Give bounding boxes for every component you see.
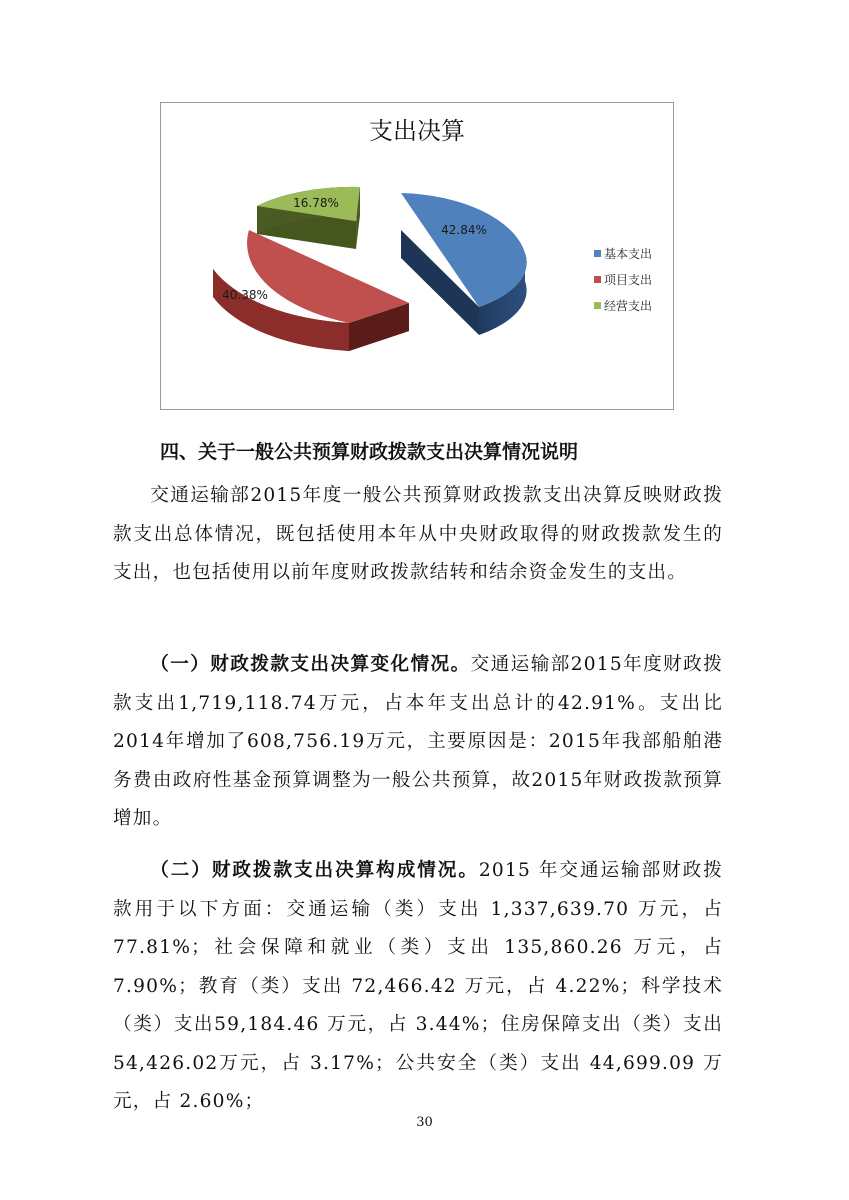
pct-label-xiangmu: 40.38% (222, 288, 268, 302)
pct-label-jiben: 42.84% (441, 223, 487, 237)
paragraph-composition (113, 852, 723, 1122)
legend-label-jingying: 经营支出 (604, 299, 653, 313)
legend-swatch-xiangmu (594, 276, 601, 283)
paragraph-composition-text: 2015 年交通运输部财政拨款用于以下方面：交通运输（类）支出 1,337,639.70 万元，占77.81%；社会保障和就业（类）支出 135,860.26 万元，占 7.90%；教育（类）支出 72,466.42 万元，占 4.22%；科学技术（类）支出59,184.46 万元，占 3.44%；住房保障支出（类）支出 54,426.02万元，占 3.17%；公共安全（类）支出 44,699.09 万元，占 2.60%； (113, 860, 724, 1112)
paragraph-composition-lead: （二）财政拨款支出决算构成情况。 (150, 860, 479, 881)
paragraph-overview-text: 交通运输部2015年度一般公共预算财政拨款支出决算反映财政拨款支出总体情况，既包括使用本年从中央财政取得的财政拨款发生的支出，也包括使用以前年度财政拨款结转和结余资金发生的支出。 (113, 485, 723, 583)
legend-swatch-jiben (594, 250, 601, 257)
pct-label-jingying: 16.78% (293, 196, 339, 210)
paragraph-overview (113, 477, 723, 593)
page-number: 30 (416, 1115, 433, 1130)
paragraph-change-text: 交通运输部2015年度财政拨款支出1,719,118.74万元，占本年支出总计的42.91%。支出比2014年增加了608,756.19万元，主要原因是：2015年我部船舶港务费由政府性基金预算调整为一般公共预算，故2015年财政拨款预算增加。 (113, 654, 723, 829)
legend-label-jiben: 基本支出 (604, 247, 653, 261)
pie-chart (160, 102, 674, 410)
paragraph-change (113, 646, 723, 839)
section-heading: 四、关于一般公共预算财政拨款支出决算情况说明 (160, 441, 579, 463)
legend-label-xiangmu: 项目支出 (604, 273, 653, 287)
legend-swatch-jingying (594, 302, 601, 309)
chart-title: 支出决算 (369, 117, 465, 145)
paragraph-change-lead: （一）财政拨款支出决算变化情况。 (150, 654, 471, 675)
pie-chart-svg (161, 103, 673, 409)
